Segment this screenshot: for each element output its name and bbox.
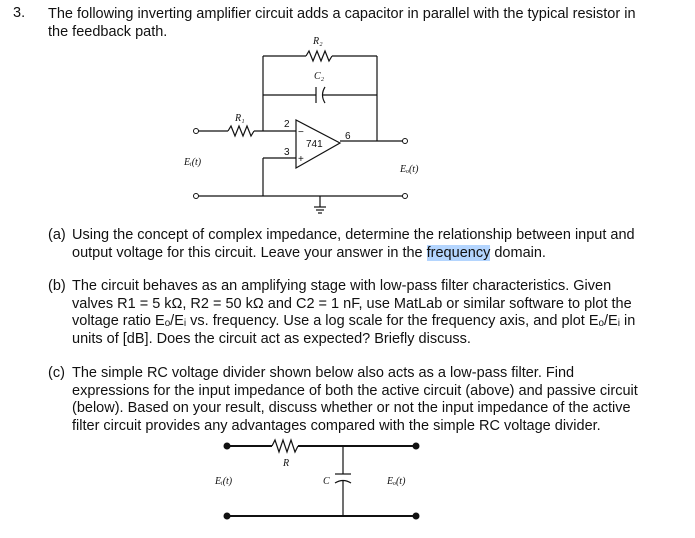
part-a-line-1: Using the concept of complex impedance, determine the relationship between input and <box>72 227 635 243</box>
part-a-line-2-pre: output voltage for this circuit. Leave your answer in the <box>72 244 427 261</box>
r1-label: R₁ <box>235 113 245 124</box>
part-b-body <box>72 278 635 348</box>
part-c-line-1: The simple RC voltage divider shown below also acts as a low-pass filter. Find <box>72 365 575 381</box>
opamp-label: 741 <box>306 139 323 150</box>
r1-resistor <box>228 126 254 136</box>
output-voltage-label: Eₒ(t) <box>400 164 419 175</box>
rc-input-dot-top <box>224 443 231 450</box>
part-b-line-3: voltage ratio Eₒ/Eᵢ vs. frequency. Use a log scale for the frequency axis, and plot Eₒ/Eᵢ in <box>72 313 636 329</box>
part-a-line-2 <box>72 245 635 263</box>
question-number: 3. <box>13 5 26 21</box>
part-b-line-4: units of [dB]. Does the circuit act as expected? Briefly discuss. <box>72 330 471 347</box>
part-c-label: (c) <box>48 365 65 381</box>
output-terminal-bottom <box>403 194 408 199</box>
input-terminal-bottom <box>194 194 199 199</box>
input-voltage-label: Eᵢ(t) <box>184 157 202 168</box>
rc-output-dot-top <box>413 443 420 450</box>
rc-c-label: C <box>323 476 330 487</box>
output-terminal-top <box>403 139 408 144</box>
c2-label: C₂ <box>314 71 325 82</box>
r2-resistor <box>306 51 332 61</box>
pin-3-label: 3 <box>284 147 290 158</box>
question-text-line-2: the feedback path. <box>48 24 168 40</box>
rc-output-voltage-label: Eₒ(t) <box>387 476 406 487</box>
part-c-line-2: expressions for the input impedance of both the active circuit (above) and passive circuit <box>72 382 638 399</box>
part-a <box>48 227 678 267</box>
rc-r-label: R <box>283 458 290 469</box>
part-c-line-3: (below). Based on your result, discuss whether or not the input impedance of the active <box>72 400 631 416</box>
r2-label: R₂ <box>313 36 323 47</box>
part-a-label: (a) <box>48 227 66 243</box>
rc-input-dot-bottom <box>224 513 231 520</box>
question-text-line-1: The following inverting amplifier circuit adds a capacitor in parallel with the typical resistor in <box>48 6 636 22</box>
part-b-line-2: valves R1 = 5 kΩ, R2 = 50 kΩ and C2 = 1 nF, use MatLab or similar software to plot the <box>72 295 632 312</box>
highlighted-word: frequency <box>426 244 491 261</box>
part-c-body <box>72 365 638 435</box>
part-c-line-4: filter circuit provides any advantages compared with the simple RC voltage divider. <box>72 417 601 434</box>
opamp-minus-sign: − <box>298 127 304 138</box>
part-b-label: (b) <box>48 278 66 294</box>
part-a-line-2-post: domain. <box>490 244 546 261</box>
part-b <box>48 278 678 350</box>
opamp-plus-sign: + <box>298 154 304 165</box>
input-terminal-top <box>194 129 199 134</box>
rc-output-dot-bottom <box>413 513 420 520</box>
pin-2-label: 2 <box>284 119 290 130</box>
part-b-line-1: The circuit behaves as an amplifying stage with low-pass filter characteristics. Given <box>72 278 612 294</box>
rc-input-voltage-label: Eᵢ(t) <box>215 476 233 487</box>
part-c <box>48 365 678 437</box>
rc-resistor <box>272 440 298 452</box>
part-a-body <box>72 227 635 262</box>
pin-6-label: 6 <box>345 131 351 142</box>
